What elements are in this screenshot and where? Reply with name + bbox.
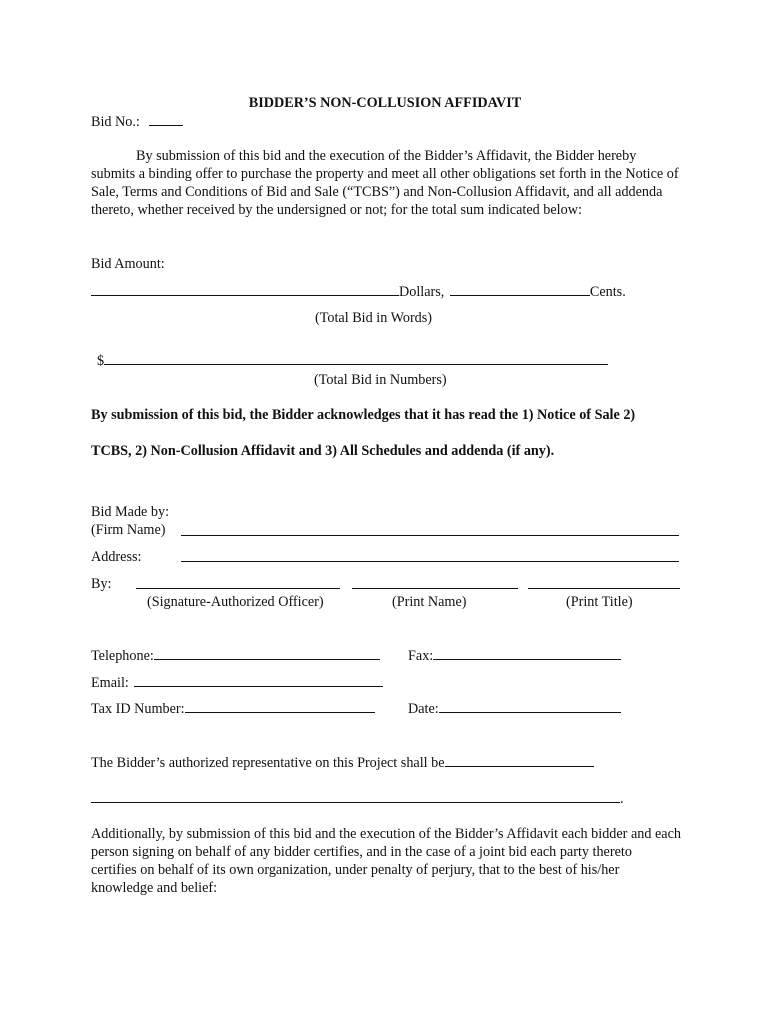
print-title-field[interactable]	[528, 588, 680, 589]
representative-row	[91, 753, 594, 772]
cents-field[interactable]	[450, 282, 590, 296]
fax-label: Fax:	[408, 648, 434, 664]
by-label: By:	[91, 576, 112, 592]
bid-no-row	[91, 112, 183, 131]
email-label: Email:	[91, 675, 129, 691]
bid-numbers-row	[97, 351, 608, 370]
address-label: Address:	[91, 549, 142, 565]
signature-field[interactable]	[136, 588, 340, 589]
telephone-row	[91, 646, 380, 665]
total-words-caption: (Total Bid in Words)	[315, 310, 433, 326]
total-bid-words-field[interactable]	[91, 282, 399, 296]
telephone-label: Telephone:	[91, 648, 154, 664]
bid-amount-label: Bid Amount:	[91, 256, 165, 272]
date-row	[408, 699, 621, 718]
address-field[interactable]	[181, 561, 679, 562]
tax-id-label: Tax ID Number:	[91, 701, 185, 717]
intro-paragraph: By submission of this bid and the execution of the Bidder’s Affidavit, the Bidder hereby submits a binding offer to purchase the property and meet all other obligations set forth in the Notice of Sale, Terms and Conditions of Bid and Sale (“TCBS”) and Non-Collusion Affidavit, and all addenda thereto, whether received by the undersigned or not; for the total sum indicated below:	[91, 148, 679, 218]
representative-field[interactable]	[445, 753, 594, 767]
signature-caption: (Signature-Authorized Officer)	[147, 594, 324, 610]
representative-field-line-2[interactable]	[91, 789, 620, 803]
email-row	[91, 673, 383, 692]
tax-id-row	[91, 699, 375, 718]
fax-field[interactable]	[433, 646, 621, 660]
representative-label: The Bidder’s authorized representative on this Project shall be	[91, 755, 445, 771]
document-title: BIDDER’S NON-COLLUSION AFFIDAVIT	[248, 95, 522, 111]
cents-label: Cents.	[589, 284, 626, 300]
date-field[interactable]	[439, 699, 621, 713]
total-numbers-caption: (Total Bid in Numbers)	[314, 372, 447, 388]
bid-words-row	[91, 282, 626, 301]
print-title-caption: (Print Title)	[566, 594, 633, 610]
bid-no-field[interactable]	[149, 112, 183, 126]
additional-paragraph: Additionally, by submission of this bid and the execution of the Bidder’s Affidavit each bidder and each person signing on behalf of any bidder certifies, and in the case of a joint bid each party thereto certifies on behalf of its own organization, under penalty of perjury, that to the best of his/her knowledge and belief:	[91, 826, 681, 896]
representative-continuation-row	[91, 789, 624, 808]
firm-name-field[interactable]	[181, 535, 679, 536]
fax-row	[408, 646, 621, 665]
dollars-label: Dollars,	[399, 284, 445, 300]
dollar-sign: $	[97, 353, 105, 369]
date-label: Date:	[408, 701, 439, 717]
total-bid-numbers-field[interactable]	[104, 351, 608, 365]
bid-made-by-label: Bid Made by:	[91, 504, 170, 520]
print-name-caption: (Print Name)	[392, 594, 467, 610]
firm-name-label: (Firm Name)	[91, 522, 166, 538]
acknowledge-line-1: By submission of this bid, the Bidder acknowledges that it has read the 1) Notice of Sale 2)	[91, 407, 636, 423]
acknowledge-line-2: TCBS, 2) Non-Collusion Affidavit and 3) All Schedules and addenda (if any).	[91, 443, 555, 459]
print-name-field[interactable]	[352, 588, 518, 589]
period: .	[620, 791, 624, 807]
email-field[interactable]	[134, 673, 383, 687]
telephone-field[interactable]	[154, 646, 380, 660]
tax-id-field[interactable]	[185, 699, 375, 713]
bid-no-label: Bid No.:	[91, 114, 140, 130]
